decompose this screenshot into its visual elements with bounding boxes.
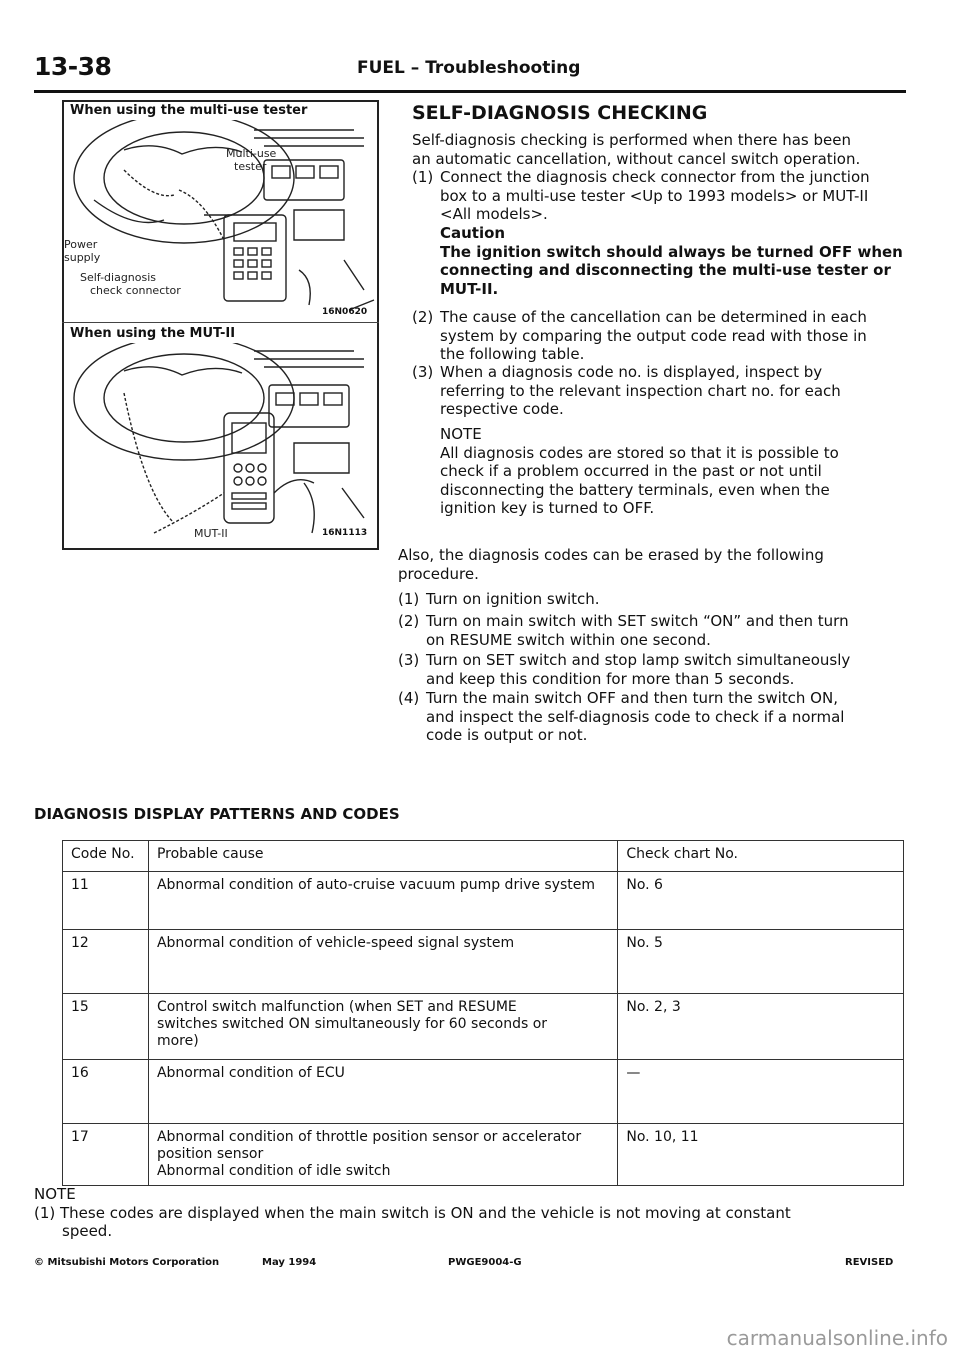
footer-status: REVISED	[845, 1257, 894, 1268]
step-line: code is output or not.	[426, 726, 588, 744]
step-line: and inspect the self-diagnosis code to check if a normal	[426, 707, 845, 726]
step-line: The cause of the cancellation can be determined in each	[440, 308, 867, 326]
mut-ii-label: MUT-II	[194, 527, 228, 540]
power-supply-label-line2: supply	[64, 251, 101, 264]
tester-label-line1: Multi-use	[226, 147, 277, 160]
step-number: (1)	[412, 168, 434, 186]
figure-divider	[62, 322, 379, 323]
step-number: (2)	[412, 308, 434, 326]
table-row	[63, 1060, 904, 1124]
table-note-line: (1) These codes are displayed when the main switch is ON and the vehicle is not moving at constant	[34, 1203, 791, 1222]
step-number: (2)	[398, 612, 420, 630]
cell-chart: No. 5	[618, 930, 904, 994]
note-line: disconnecting the battery terminals, even when the	[440, 480, 830, 499]
cell-cause	[148, 1124, 617, 1186]
erase-step-3	[398, 651, 908, 688]
connector-label-line1: Self-diagnosis	[80, 271, 157, 284]
cell-code: 11	[63, 872, 149, 930]
step-line: <All models>.	[440, 205, 548, 223]
cell-cause	[148, 994, 617, 1060]
caution-line: The ignition switch should always be turned OFF when	[440, 242, 903, 261]
step-line: Turn the main switch OFF and then turn the switch ON,	[426, 689, 838, 707]
cell-code: 16	[63, 1060, 149, 1124]
cause-line: position sensor	[156, 1146, 264, 1162]
table-row	[63, 1124, 904, 1186]
cell-chart: No. 2, 3	[618, 994, 904, 1060]
step-line: Turn on ignition switch.	[426, 590, 600, 608]
table-header-row	[63, 841, 904, 872]
caution-line: connecting and disconnecting the multi-use tester or	[440, 261, 891, 279]
step-2	[412, 308, 904, 364]
step-number: (4)	[398, 689, 420, 707]
footer-doc-code: PWGE9004-G	[448, 1257, 522, 1268]
tester-label-line2: tester	[234, 160, 267, 173]
step-number: (3)	[398, 651, 420, 669]
step-number: (1)	[398, 590, 420, 608]
table-row	[63, 872, 904, 930]
page-number: 13-38	[34, 52, 112, 81]
cell-chart: No. 6	[618, 872, 904, 930]
connector-label-line2: check connector	[90, 284, 181, 297]
cause-line: Abnormal condition of idle switch	[156, 1163, 391, 1179]
step-line: When a diagnosis code no. is displayed, inspect by	[440, 363, 823, 381]
footer-copyright: © Mitsubishi Motors Corporation	[34, 1257, 220, 1268]
step-line: on RESUME switch within one second.	[426, 630, 711, 649]
section-intro	[412, 131, 904, 168]
erase-intro-line: procedure.	[398, 564, 479, 583]
cell-chart: No. 10, 11	[618, 1124, 904, 1186]
step-line: box to a multi-use tester <Up to 1993 models> or MUT-II	[440, 186, 869, 205]
header-rule	[34, 90, 906, 93]
step-line: respective code.	[440, 400, 564, 418]
step-line: system by comparing the output code read with those in	[440, 326, 867, 345]
cause-line: Abnormal condition of throttle position sensor or accelerator	[156, 1129, 582, 1145]
cause-line: Control switch malfunction (when SET and RESUME	[156, 999, 517, 1015]
cell-code: 12	[63, 930, 149, 994]
cell-chart: —	[618, 1060, 904, 1124]
figure-top-caption: When using the multi-use tester	[70, 103, 308, 118]
erase-step-1	[398, 590, 908, 609]
step-line: Turn on main switch with SET switch “ON” and then turn	[426, 612, 849, 630]
cause-line: switches switched ON simultaneously for 60 seconds or	[156, 1016, 548, 1032]
intro-line: an automatic cancellation, without cancel switch operation.	[412, 149, 861, 168]
step-line: the following table.	[440, 345, 585, 363]
cell-code: 17	[63, 1124, 149, 1186]
erase-intro	[398, 546, 908, 583]
header-chart: Check chart No.	[618, 841, 904, 872]
note-label: NOTE	[440, 425, 482, 443]
power-supply-label-line1: Power	[64, 238, 98, 251]
step-line: referring to the relevant inspection chart no. for each	[440, 381, 841, 400]
table-note	[34, 1185, 906, 1241]
table-row	[63, 930, 904, 994]
figure-bottom-code: 16N1113	[322, 528, 368, 538]
step-1	[412, 168, 904, 224]
step-line: and keep this condition for more than 5 seconds.	[426, 669, 795, 688]
footer-date: May 1994	[262, 1257, 317, 1268]
cell-code: 15	[63, 994, 149, 1060]
note-line: check if a problem occurred in the past or not until	[440, 462, 822, 480]
erase-intro-line: Also, the diagnosis codes can be erased by the following	[398, 546, 824, 564]
figure-top-code: 16N0620	[322, 307, 368, 317]
step-3	[412, 363, 904, 419]
cause-line: Abnormal condition of auto-cruise vacuum pump drive system	[156, 877, 596, 893]
watermark: carmanualsonline.info	[726, 1326, 948, 1350]
multi-use-tester-illustration	[64, 120, 377, 320]
caution-line: MUT-II.	[440, 279, 499, 298]
erase-step-4	[398, 689, 908, 745]
mut-ii-illustration	[64, 343, 377, 543]
caution-label: Caution	[440, 224, 506, 242]
header-code: Code No.	[63, 841, 149, 872]
table-note-label: NOTE	[34, 1185, 76, 1203]
note-block	[440, 425, 908, 518]
intro-line: Self-diagnosis checking is performed when there has been	[412, 131, 851, 149]
figure-bottom-caption: When using the MUT-II	[70, 326, 236, 341]
erase-step-2	[398, 612, 908, 649]
step-number: (3)	[412, 363, 434, 381]
step-line: Turn on SET switch and stop lamp switch simultaneously	[426, 651, 851, 669]
cell-cause	[148, 930, 617, 994]
cause-line: more)	[156, 1033, 199, 1049]
caution-block	[440, 224, 910, 298]
cause-line: Abnormal condition of ECU	[156, 1065, 345, 1081]
section-title: SELF-DIAGNOSIS CHECKING	[412, 102, 708, 124]
diagnosis-title: DIAGNOSIS DISPLAY PATTERNS AND CODES	[34, 805, 400, 823]
cause-line: Abnormal condition of vehicle-speed signal system	[156, 935, 515, 951]
diagnosis-table	[62, 840, 904, 1186]
cell-cause	[148, 1060, 617, 1124]
note-line: ignition key is turned to OFF.	[440, 499, 655, 517]
note-line: All diagnosis codes are stored so that it is possible to	[440, 443, 839, 462]
cell-cause	[148, 872, 617, 930]
table-note-line: speed.	[62, 1222, 113, 1240]
table-row	[63, 994, 904, 1060]
header-cause: Probable cause	[148, 841, 617, 872]
step-line: Connect the diagnosis check connector from the junction	[440, 168, 870, 186]
page-title: FUEL – Troubleshooting	[357, 58, 581, 78]
